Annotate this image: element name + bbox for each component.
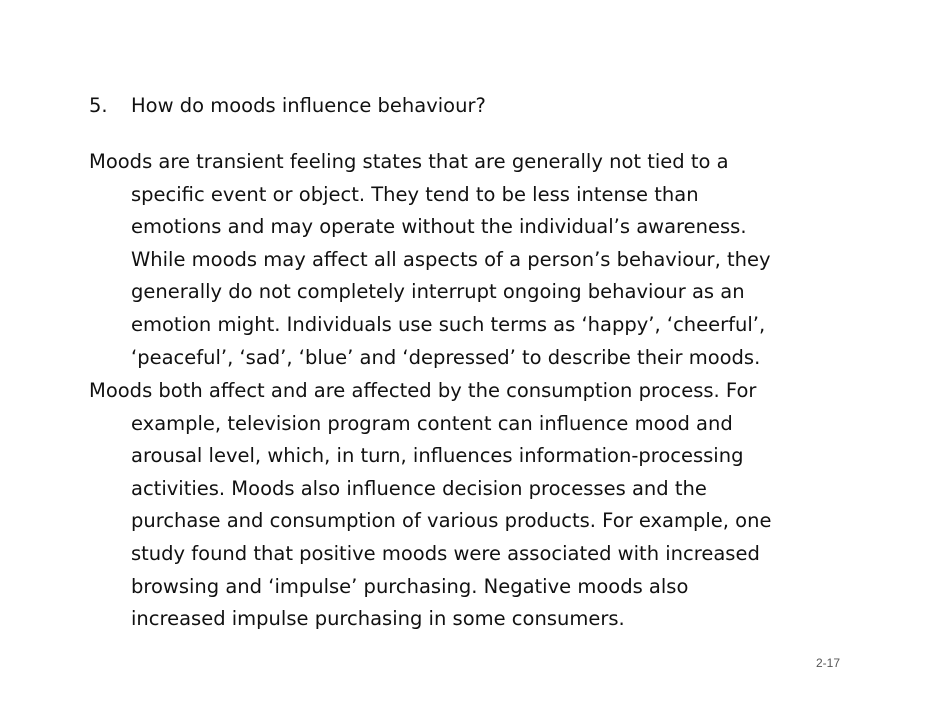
paragraph-line: browsing and ‘impulse’ purchasing. Negative moods also: [131, 574, 689, 598]
paragraph-line: Moods both affect and are affected by the consumption process. For: [89, 379, 757, 402]
paragraph-moods-definition: [89, 146, 771, 374]
page-number: 2-17: [815, 656, 840, 670]
paragraph-line: ‘peaceful’, ‘sad’, ‘blue’ and ‘depressed’ to describe their moods.: [131, 345, 761, 369]
paragraph-line: example, television program content can influence mood and: [131, 411, 733, 435]
question-heading: [89, 90, 486, 122]
paragraph-line: increased impulse purchasing in some consumers.: [131, 607, 625, 631]
question-number: 5.: [89, 94, 108, 117]
paragraph-line: Moods are transient feeling states that are generally not tied to a: [89, 150, 729, 173]
paragraph-line: purchase and consumption of various products. For example, one: [131, 509, 772, 533]
paragraph-line: generally do not completely interrupt ongoing behaviour as an: [131, 280, 745, 304]
paragraph-line: activities. Moods also influence decision processes and the: [131, 476, 707, 500]
paragraph-line: While moods may affect all aspects of a person’s behaviour, they: [131, 247, 771, 271]
paragraph-line: emotion might. Individuals use such terms as ‘happy’, ‘cheerful’,: [131, 312, 766, 336]
paragraph-line: specific event or object. They tend to be less intense than: [131, 182, 699, 206]
paragraph-moods-consumption: [89, 375, 771, 636]
paragraph-line: emotions and may operate without the individual’s awareness.: [131, 215, 747, 239]
question-text: How do moods influence behaviour?: [131, 94, 486, 117]
paragraph-line: study found that positive moods were associated with increased: [131, 541, 760, 565]
paragraph-line: arousal level, which, in turn, influences information-processing: [131, 444, 744, 468]
